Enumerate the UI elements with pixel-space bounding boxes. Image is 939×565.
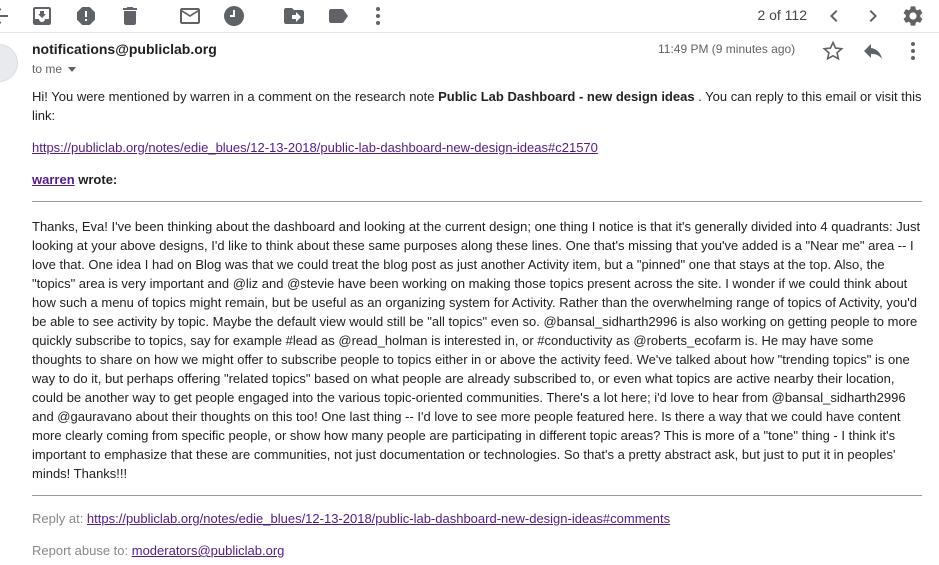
chevron-right-icon[interactable] (861, 4, 885, 28)
divider-bottom (32, 495, 922, 496)
intro-prefix: Hi! You were mentioned by warren in a comment on the research note (32, 89, 439, 104)
avatar (0, 44, 18, 82)
reply-at-label: Reply at: (32, 511, 87, 526)
report-link[interactable]: moderators@publiclab.org (131, 543, 285, 558)
message-timestamp: 11:49 PM (9 minutes ago) (658, 42, 796, 56)
intro-paragraph (32, 87, 924, 125)
comment-link[interactable]: https://publiclab.org/notes/edie_blues/12-13-2018/public-lab-dashboard-new-design-ideas#c21570 (32, 140, 598, 155)
wrote-label: wrote: (74, 172, 118, 187)
reply-icon[interactable] (861, 39, 885, 63)
move-to-inbox-icon[interactable] (30, 4, 54, 28)
comment-body: Thanks, Eva! I've been thinking about the dashboard and looking at the current design; one thing I notice is that it's generally divided into 4 quadrants: Just looking at your above designs, I'd like to think about these same purposes along these lines. One that's missing that you've added is a "Near me" area -- I love that. One idea I had on Blog was that we could treat the blog post as just another Activity item, but a "pinned" one that stays at the top. Also, the "topics" area is very important and @liz and @stevie have been working on making those topics present across the site. I wonder if we could think about how such a menu of topics might remain, but be useful as an organizing system for Activity. Rather than the overwhelming range of topics of Activity, you'd be able to see activity by topic. Maybe the default view would still be "all topics" even so. @bansal_sidharth2996 is also working on getting people to more quickly subscribe to topics, say for example #lead as @read_holman is interested in, or #conductivity as @roberts_ecofarm is. He may have some thoughts to share on how we might offer to subscribe people to topics either in or above the activity feed. We've talked about how "trending topics" is one way to do it, but perhaps offering "related topics" based on what people are already subscribed to, or even what topics are active nearby their location, could be another way to get people engaged into the various topic-oriented communities. There's a lot here; i'd love to hear from @bansal_sidharth2996 and @gauravano about their thoughts on this too! One last thing -- I'd love to see more people featured here. Is there a way that we could have content more clearly coming from specific people, or show how many people are participating in different topic areas? This is more of a "tone" thing - I think it's important to emphasize that these are communities, not just documentation or technologies. So that's a pretty abstract ask, but just to put it in peoples' minds! Thanks!!! (32, 219, 921, 481)
gear-icon[interactable] (901, 4, 925, 28)
recipient-dropdown[interactable] (32, 62, 76, 76)
comment-link-line (32, 138, 924, 157)
note-title: Public Lab Dashboard - new design ideas (438, 89, 695, 104)
delete-icon[interactable] (118, 4, 142, 28)
more-icon[interactable] (366, 4, 390, 28)
star-icon[interactable] (821, 39, 845, 63)
divider-top (32, 201, 922, 202)
back-arrow-icon[interactable] (0, 4, 12, 28)
message-more-icon[interactable] (901, 39, 925, 63)
toolbar (0, 0, 939, 33)
recipient-label: to me (32, 62, 63, 76)
snooze-icon[interactable] (222, 4, 246, 28)
author-link[interactable]: warren (32, 172, 75, 187)
pager-count: 2 of 112 (757, 7, 807, 23)
chevron-left-icon[interactable] (822, 4, 846, 28)
report-line (32, 543, 284, 558)
label-icon[interactable] (326, 4, 350, 28)
move-to-icon[interactable] (282, 4, 306, 28)
caret-down-icon (68, 67, 76, 72)
wrote-line (32, 170, 924, 189)
sender-email: notifications@publiclab.org (32, 41, 217, 57)
mark-unread-icon[interactable] (178, 4, 202, 28)
intro-suffix: . You can reply to this email or visit this link: (32, 89, 922, 123)
reply-at-link[interactable]: https://publiclab.org/notes/edie_blues/12-13-2018/public-lab-dashboard-new-design-ideas#comments (86, 511, 671, 526)
report-spam-icon[interactable] (74, 4, 98, 28)
report-label: Report abuse to: (32, 543, 132, 558)
reply-at-line (32, 511, 670, 526)
